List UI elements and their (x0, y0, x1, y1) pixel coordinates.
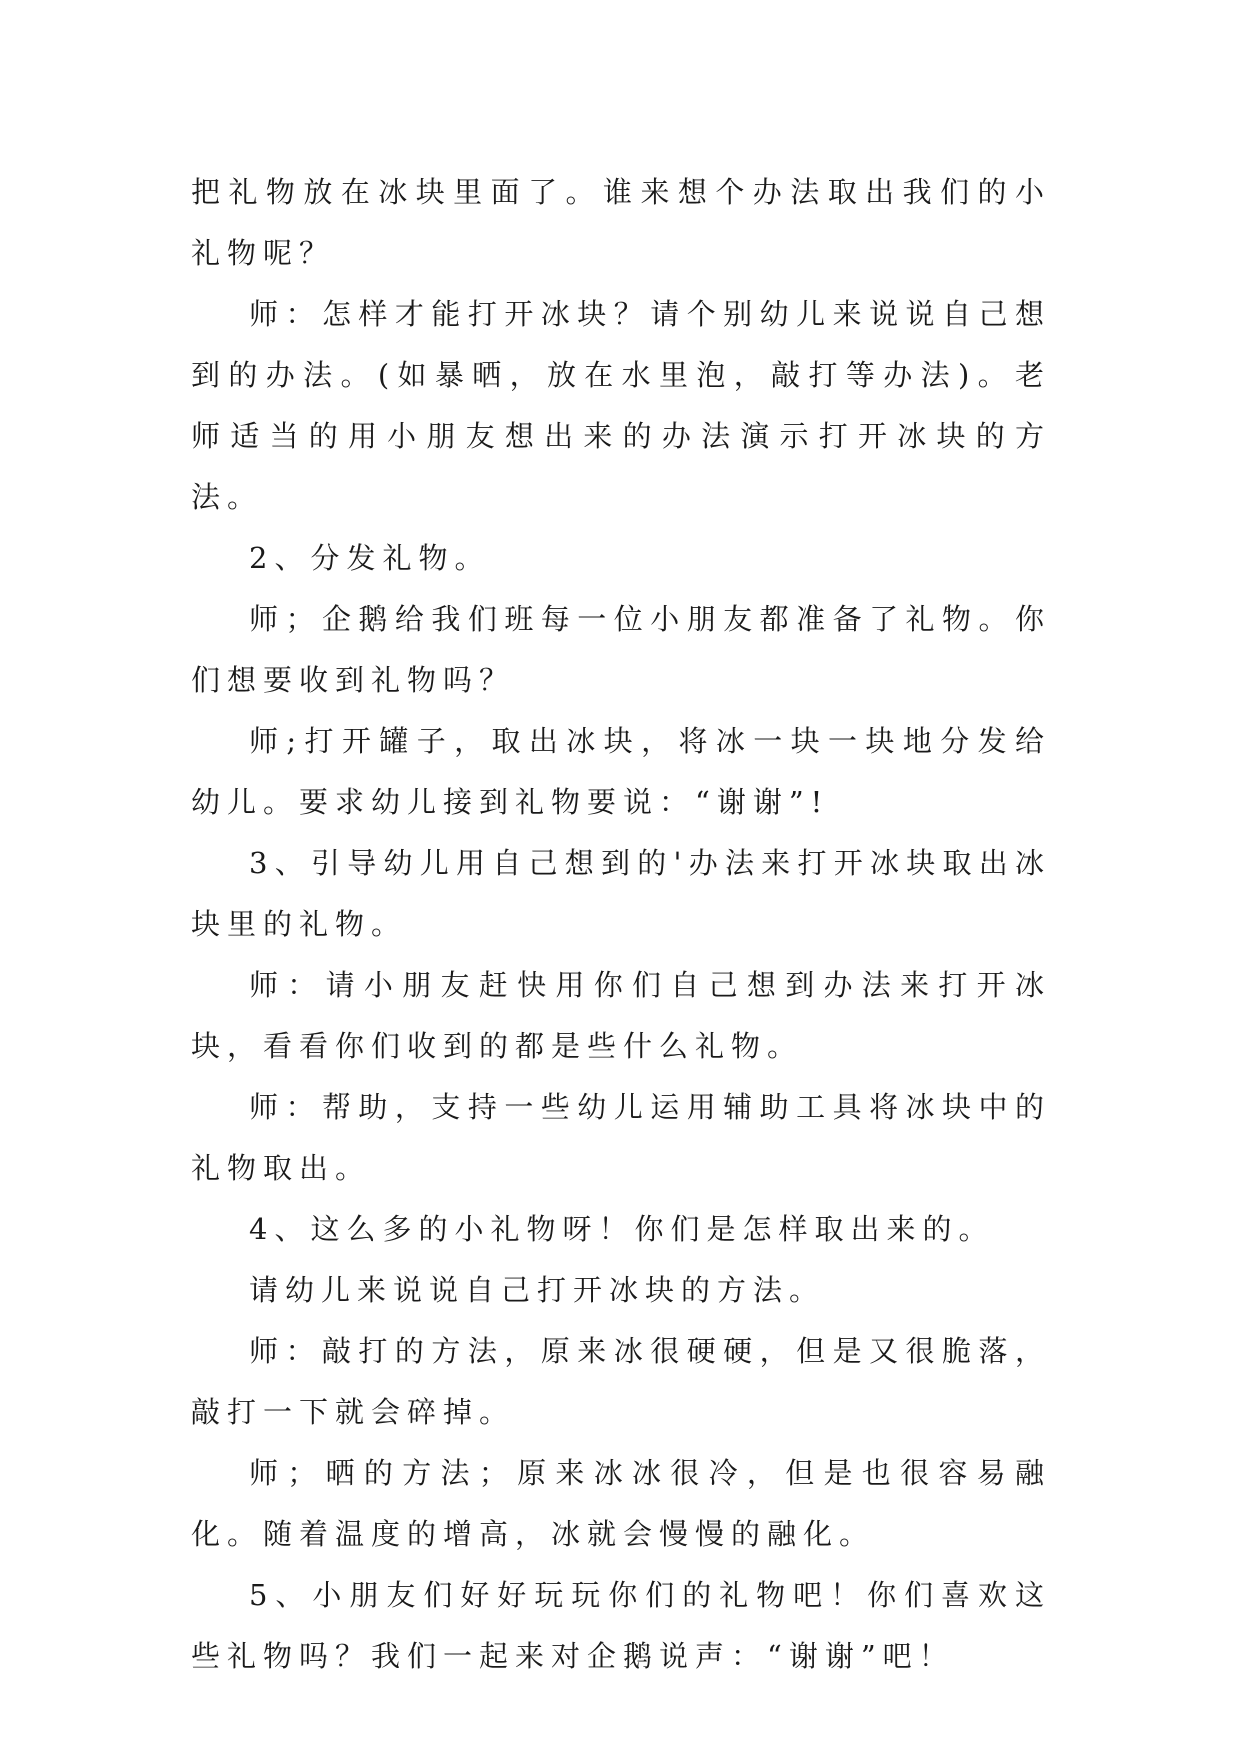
paragraph-1: 把礼物放在冰块里面了。谁来想个办法取出我们的小礼物呢？ (191, 175, 1051, 270)
paragraph-13: 5、小朋友们好好玩玩你们的礼物吧！你们喜欢这些礼物吗？我们一起来对企鹅说声：“谢谢”吧！ (191, 1578, 1051, 1673)
paragraph-5: 师;打开罐子，取出冰块，将冰一块一块地分发给幼儿。要求幼儿接到礼物要说：“谢谢”! (191, 724, 1051, 819)
paragraph-8: 师：帮助，支持一些幼儿运用辅助工具将冰块中的礼物取出。 (191, 1090, 1051, 1185)
paragraph-10: 请幼儿来说说自己打开冰块的方法。 (249, 1273, 826, 1307)
paragraph-11: 师：敲打的方法，原来冰很硬硬，但是又很脆落，敲打一下就会碎掉。 (191, 1334, 1051, 1429)
document-body (191, 162, 1051, 1687)
paragraph-2: 师：怎样才能打开冰块？请个别幼儿来说说自己想到的办法。(如暴晒，放在水里泡，敲打等办法)。老师适当的用小朋友想出来的办法演示打开冰块的方法。 (191, 297, 1051, 514)
paragraph-3: 2、分发礼物。 (249, 541, 491, 575)
paragraph-12: 师；晒的方法；原来冰冰很冷，但是也很容易融化。随着温度的增高，冰就会慢慢的融化。 (191, 1456, 1051, 1551)
paragraph-9: 4、这么多的小礼物呀！你们是怎样取出来的。 (249, 1212, 995, 1246)
paragraph-6: 3、引导幼儿用自己想到的'办法来打开冰块取出冰块里的礼物。 (191, 846, 1051, 941)
paragraph-4: 师；企鹅给我们班每一位小朋友都准备了礼物。你们想要收到礼物吗？ (191, 602, 1051, 697)
paragraph-7: 师：请小朋友赶快用你们自己想到办法来打开冰块，看看你们收到的都是些什么礼物。 (191, 968, 1051, 1063)
